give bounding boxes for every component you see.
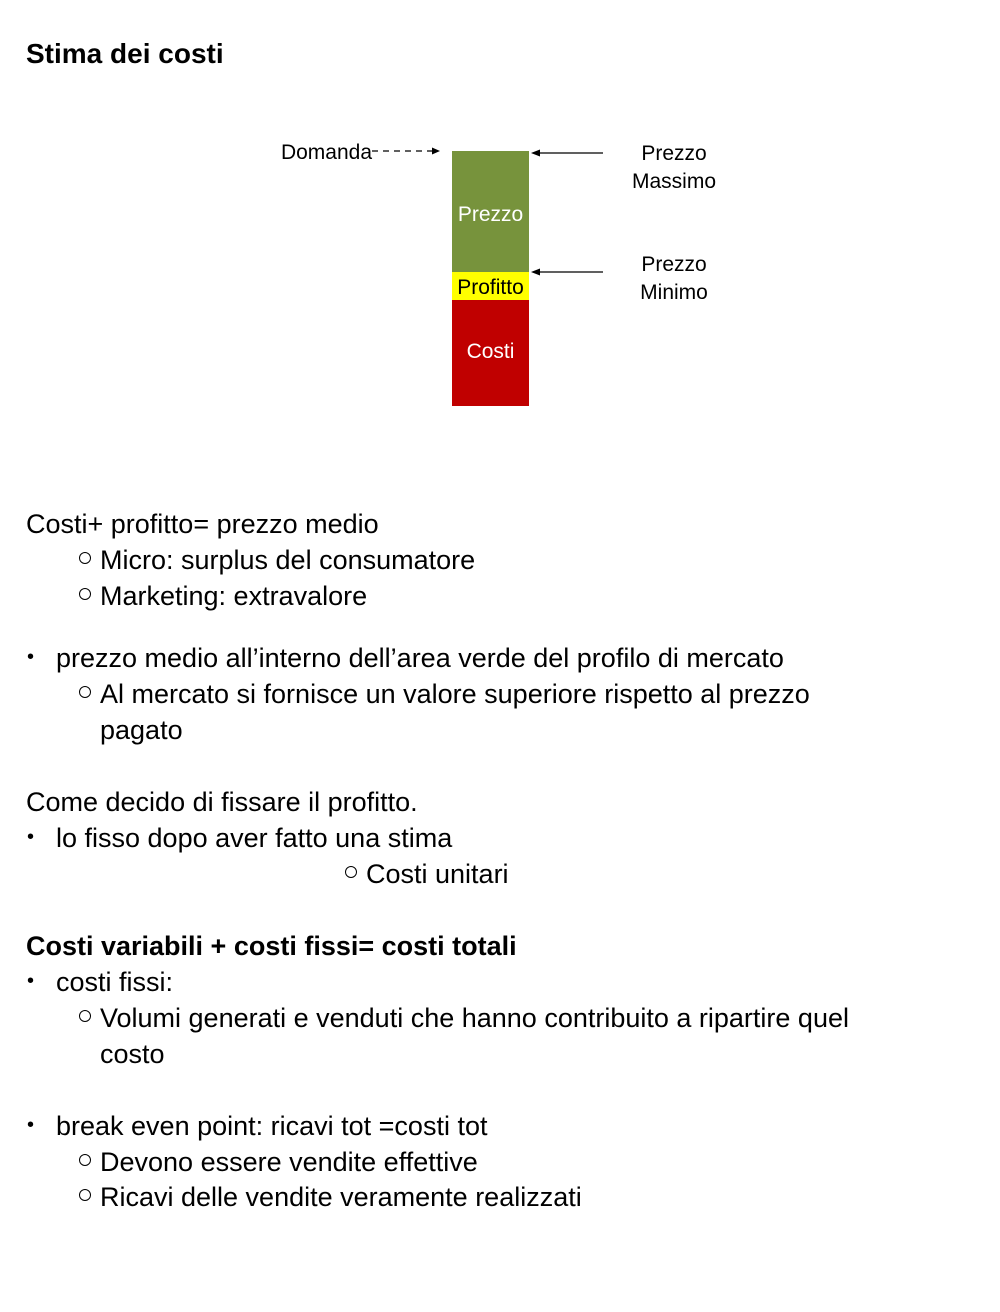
sub-item-market-value-line2: pagato bbox=[100, 715, 183, 745]
bullet-break-even: break even point: ricavi tot =costi tot bbox=[56, 1111, 488, 1141]
sub-item-micro: Micro: surplus del consumatore bbox=[100, 545, 476, 575]
bullet-icon: • bbox=[27, 646, 35, 668]
bullet-estimate: lo fisso dopo aver fatto una stima bbox=[56, 823, 453, 853]
min-price-arrowhead-icon bbox=[531, 269, 540, 276]
demand-arrowhead-icon bbox=[432, 148, 440, 155]
min-price-label-line1: Prezzo bbox=[641, 253, 707, 276]
max-price-label-line2: Massimo bbox=[631, 170, 717, 193]
sub-bullet-icon bbox=[79, 686, 91, 698]
costs-segment-label: Costi bbox=[466, 340, 515, 363]
sub-item-realized-revenue: Ricavi delle vendite veramente realizzati bbox=[100, 1182, 582, 1212]
formula-total-costs: Costi variabili + costi fissi= costi totali bbox=[26, 931, 517, 961]
sub-bullet-icon bbox=[79, 552, 91, 564]
profit-question: Come decido di fissare il profitto. bbox=[26, 787, 418, 817]
sub-bullet-icon bbox=[79, 1154, 91, 1166]
max-price-arrowhead-icon bbox=[531, 150, 540, 157]
sub-item-effective-sales: Devono essere vendite effettive bbox=[100, 1147, 478, 1177]
sub-item-market-value-line1: Al mercato si fornisce un valore superiore rispetto al prezzo bbox=[100, 679, 810, 709]
formula-average-price: Costi+ profitto= prezzo medio bbox=[26, 509, 379, 539]
sub-bullet-icon bbox=[79, 1189, 91, 1201]
sub-item-unit-costs: Costi unitari bbox=[366, 859, 509, 889]
page-title: Stima dei costi bbox=[26, 38, 224, 69]
bullet-icon: • bbox=[27, 826, 35, 848]
max-price-label-line1: Prezzo bbox=[641, 142, 707, 165]
sub-item-volumes-line2: costo bbox=[100, 1039, 165, 1069]
sub-item-marketing: Marketing: extravalore bbox=[100, 581, 368, 611]
profit-segment-label: Profitto bbox=[457, 276, 524, 299]
bullet-average-price: prezzo medio all’interno dell’area verde del profilo di mercato bbox=[56, 643, 784, 673]
price-segment-label: Prezzo bbox=[457, 203, 524, 226]
bullet-fixed-costs: costi fissi: bbox=[56, 967, 174, 997]
sub-bullet-icon bbox=[79, 588, 91, 600]
bullet-icon: • bbox=[27, 970, 35, 992]
demand-label: Domanda bbox=[280, 141, 372, 164]
bullet-icon: • bbox=[27, 1114, 35, 1136]
sub-bullet-icon bbox=[345, 866, 357, 878]
min-price-label-line2: Minimo bbox=[640, 281, 708, 304]
price-profile-diagram bbox=[0, 0, 1000, 460]
sub-bullet-icon bbox=[79, 1010, 91, 1022]
sub-item-volumes-line1: Volumi generati e venduti che hanno contribuito a ripartire quel bbox=[100, 1003, 849, 1033]
